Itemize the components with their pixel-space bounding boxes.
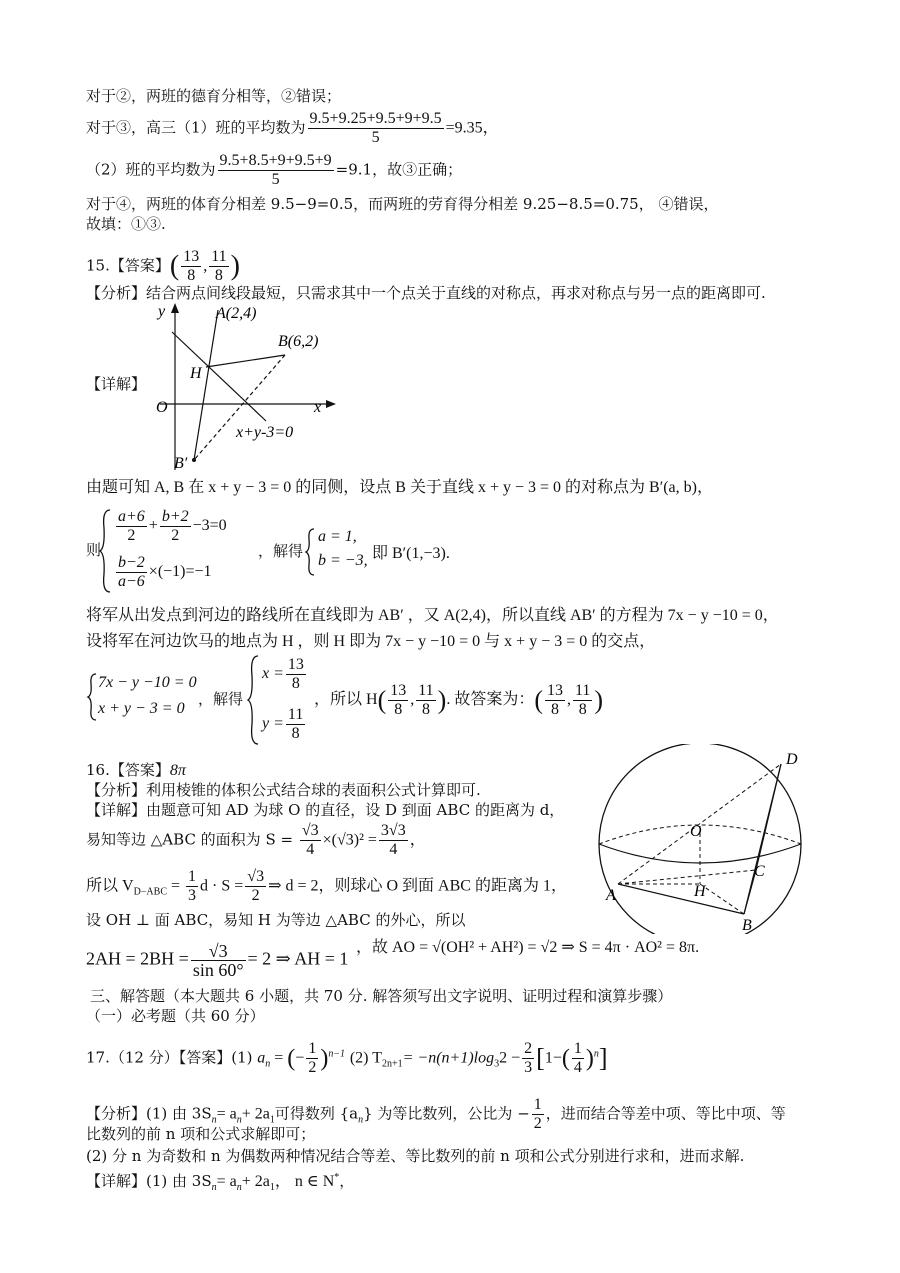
text-line	[86, 942, 348, 979]
fraction: $\frac{√3}{4}$	[301, 822, 319, 858]
numerator: 11	[575, 682, 591, 699]
text: ，所以 H	[314, 691, 378, 709]
label: 15.【答案】	[86, 256, 170, 275]
brace-icon	[86, 672, 98, 722]
answer: 8π	[169, 762, 186, 779]
coordinate-figure	[150, 300, 340, 472]
x-axis-label: x	[314, 399, 322, 416]
text-line: 比数列的前 n 项和公式求解即可；	[86, 1125, 316, 1143]
text: ，故 AO = √(OH² + AH²) = √2 ⇒ S = 4π · AO² = 8π.	[356, 939, 700, 956]
text: 对于③，高三（1）班的平均数为	[86, 118, 306, 137]
text: =9.35，	[445, 119, 499, 137]
text-line: (2) 分 n 为奇数和 n 为偶数两种情况结合等差、等比数列的前 n 项和公式分别进行求和，进而求解.	[86, 1147, 745, 1165]
denominator: 8	[421, 701, 430, 718]
text-line: 易知等边 △ABC 的面积为 S = $\frac{√3}{4}$ ×(√3)² = $\frac{3√3}{4}$ ，	[86, 822, 426, 858]
fraction	[388, 682, 408, 719]
text-line: 将军从出发点到河边的路线所在直线即为 AB′ ，又 A(2,4)，所以直线 AB′ 的方程为 7x − y −10 = 0，	[86, 607, 779, 624]
text: (2) T	[349, 1049, 382, 1067]
fraction	[286, 706, 305, 743]
text-line	[86, 110, 499, 147]
equation: x + y − 3 = 0	[98, 700, 185, 717]
fraction	[181, 248, 201, 285]
text: ， n ∈ N	[274, 1173, 335, 1190]
q15-answer: 15.【答案】( $\frac{13}{8}$ , $\frac{11}{8}$ )	[86, 248, 240, 284]
text-line: 对于②，两班的德育分相等，②错误；	[86, 87, 342, 105]
numerator: 13	[390, 682, 407, 699]
brace-icon	[98, 508, 112, 594]
text: 则	[86, 541, 102, 559]
text: } 为等比数列，公比为 −	[363, 1104, 530, 1123]
point-d-label: D	[786, 751, 798, 768]
text: 【详解】(1) 由 3S	[86, 1172, 212, 1190]
point-a-label: A	[606, 887, 616, 904]
q17-answer: 17.（12 分）【答案】(1) $a_n$ = (− $\frac{1}{2}$ )$^{n-1}$ (2) $T_{2n+1}= -n(n+1)\log_32$ − $\frac{2}{3}$ [1−( $\frac{1}{4}$ )$^n$]	[86, 1040, 608, 1076]
sphere-figure	[590, 744, 820, 934]
text-line: 【详解】(1) 由 $3S_n= a_n+ 2a_1$， n ∈ N*，	[86, 1172, 355, 1193]
numerator: 11	[418, 682, 434, 699]
origin-label: O	[156, 399, 168, 416]
denominator: 8	[214, 267, 223, 284]
text-line: 对于④，两班的体育分相差 9.5−9=0.5，而两班的劳育得分相差 9.25−8.5=0.75， ④错误，	[86, 195, 719, 213]
text-line: 设 OH ⊥ 面 ABC，易知 H 为等边 △ABC 的外心，所以	[86, 911, 466, 929]
denominator: 2	[127, 527, 136, 544]
fraction	[209, 248, 228, 285]
text: a	[257, 1049, 266, 1067]
y-axis-label: y	[158, 303, 166, 320]
text-line: 由题可知 A, B 在 x + y − 3 = 0 的同侧，设点 B 关于直线 x + y − 3 = 0 的对称点为 B′(a, b)，	[86, 479, 713, 496]
text-line: 【分析】利用棱锥的体积公式结合球的表面积公式计算即可.	[86, 781, 481, 799]
fraction: $\frac{1}{2}$	[308, 1040, 317, 1076]
text: 【分析】(1) 由 3S	[86, 1104, 212, 1123]
fraction	[160, 508, 191, 545]
text: 2 −	[499, 1049, 521, 1067]
text: + 2a	[241, 1105, 270, 1123]
denominator: 8	[291, 725, 300, 742]
text: 易知等边 △ABC 的面积为 S =	[86, 830, 294, 849]
fraction	[116, 554, 147, 591]
numerator: 11	[287, 706, 304, 723]
text: ×(−1)=−1	[148, 563, 212, 581]
solution: b = −3,	[318, 552, 368, 569]
text: x =	[262, 665, 284, 683]
text: 可得数列 {a	[274, 1104, 359, 1123]
denominator: 8	[291, 675, 300, 692]
detail-label: 【详解】	[86, 375, 147, 393]
text: = a	[216, 1105, 237, 1123]
point-b-label: B	[742, 917, 752, 934]
label: 17.（12 分）【答案】(1)	[86, 1048, 253, 1067]
point-h-label: H	[190, 365, 202, 382]
point-b-label: B(6,2)	[278, 333, 319, 350]
text: ，解得	[258, 542, 304, 560]
text-line: 设将军在河边饮马的地点为 H ，则 H 即为 7x − y −10 = 0 与 x + y − 3 = 0 的交点，	[86, 633, 656, 650]
fraction: $\frac{3√3}{4}$	[380, 822, 406, 858]
section-heading: 三、解答题（本大题共 6 小题，共 70 分. 解答须写出文字说明、证明过程和演算步骤）	[90, 987, 673, 1005]
text-line: 【分析】结合两点间线段最短，只需求其中一个点关于直线的对称点，再求对称点与另一点的距离即可.	[86, 284, 766, 302]
point-a-label: A(2,4)	[216, 305, 257, 322]
text: ，进而结合等差中项、等比中项、等	[545, 1104, 786, 1123]
text: （2）班的平均数为	[86, 160, 216, 179]
point-h-label: H	[694, 883, 706, 900]
fraction	[545, 682, 565, 719]
denominator: 5	[271, 171, 280, 188]
numerator: b+2	[161, 508, 189, 525]
text: =9.1，故③正确；	[335, 160, 463, 179]
fraction	[573, 682, 592, 719]
fraction: $\frac{1}{4}$	[573, 1040, 582, 1076]
fraction: $\frac{1}{2}$	[533, 1096, 542, 1132]
text: y =	[262, 715, 284, 733]
numerator: 13	[287, 656, 304, 673]
numerator: a+6	[118, 508, 145, 525]
denominator: 8	[551, 701, 559, 718]
denominator: 2	[171, 527, 180, 544]
numerator: 13	[183, 248, 200, 265]
solution: a = 1,	[318, 528, 357, 545]
denominator: 5	[371, 129, 380, 146]
fraction	[416, 682, 435, 719]
denominator: 8	[187, 267, 196, 284]
fraction	[308, 110, 444, 147]
brace-icon	[304, 527, 316, 577]
text-line: 【详解】由题意可知 AD 为球 O 的直径，设 D 到面 ABC 的距离为 d，	[86, 801, 565, 819]
fraction	[116, 508, 147, 545]
denominator: 8	[394, 701, 403, 718]
final-answer: ，所以 H( $\frac{13}{8}$ , $\frac{11}{8}$ ). 故答案为：( $\frac{13}{8}$ , $\frac{11}{8}$ )	[314, 682, 604, 718]
brace-icon	[246, 654, 260, 746]
q16-answer	[86, 760, 186, 781]
text: ，解得	[198, 690, 244, 708]
point-o-label: O	[690, 823, 702, 840]
text-line: 故填：①③.	[86, 215, 166, 233]
fraction: $\frac{√3}{\sin 60^\circ}$	[192, 941, 244, 980]
equation-row: $\frac{a+6}{2}$ + $\frac{b+2}{2}$ −3=0	[118, 508, 227, 544]
text-line	[86, 152, 462, 189]
fraction: $\frac{√3}{2}$	[247, 868, 265, 904]
line-label: x+y-3=0	[236, 424, 294, 441]
equation-row	[114, 554, 212, 591]
text: = a	[216, 1173, 237, 1190]
text: d · S =	[200, 877, 244, 895]
fraction: $\frac{1}{3}$	[188, 868, 197, 904]
numerator: 9.5+9.25+9.5+9+9.5	[309, 110, 442, 127]
fraction	[286, 656, 306, 693]
solution-y	[262, 706, 307, 743]
numerator: 13	[547, 682, 563, 699]
denominator: a−6	[118, 573, 145, 590]
point-bprime-label: B′	[174, 455, 188, 472]
text: + 2a	[241, 1173, 270, 1190]
label: 16.【答案】	[86, 761, 170, 779]
text: 所以 V	[86, 877, 134, 895]
fraction	[218, 152, 334, 189]
numerator: 11	[211, 248, 227, 265]
text-line: 所以 $V_{D-ABC}$ = $\frac{1}{3}$ d · S = $\frac{√3}{2}$ ⇒ d = 2，则球心 O 到面 ABC 的距离为 1，	[86, 868, 567, 904]
solution-x	[262, 656, 308, 693]
text: 即 B′(1,−3).	[372, 545, 450, 562]
denominator: 8	[578, 701, 587, 718]
fraction: $\frac{2}{3}$	[524, 1040, 533, 1076]
text: ⇒ d = 2，则球心 O 到面 ABC 的距离为 1，	[268, 877, 567, 895]
text: −3=0	[192, 517, 227, 535]
text: 2AH = 2BH =	[86, 948, 189, 969]
numerator: b−2	[118, 554, 145, 571]
numerator: 9.5+8.5+9+9.5+9	[219, 152, 332, 169]
text: = −n(n+1)log	[402, 1049, 495, 1067]
text: . 故答案为：	[446, 691, 535, 709]
point-c-label: C	[754, 863, 765, 880]
equation: 7x − y −10 = 0	[98, 674, 197, 691]
text: = 2 ⇒ AH = 1	[247, 948, 349, 969]
section-subheading: （一）必考题（共 60 分）	[86, 1007, 265, 1025]
text-line: 【分析】(1) 由 $3S_n= a_n+ 2a_1$可得数列 $\{a_n\}$ 为等比数列，公比为 − $\frac{1}{2}$ ，进而结合等差中项、等比中项、等	[86, 1096, 786, 1132]
